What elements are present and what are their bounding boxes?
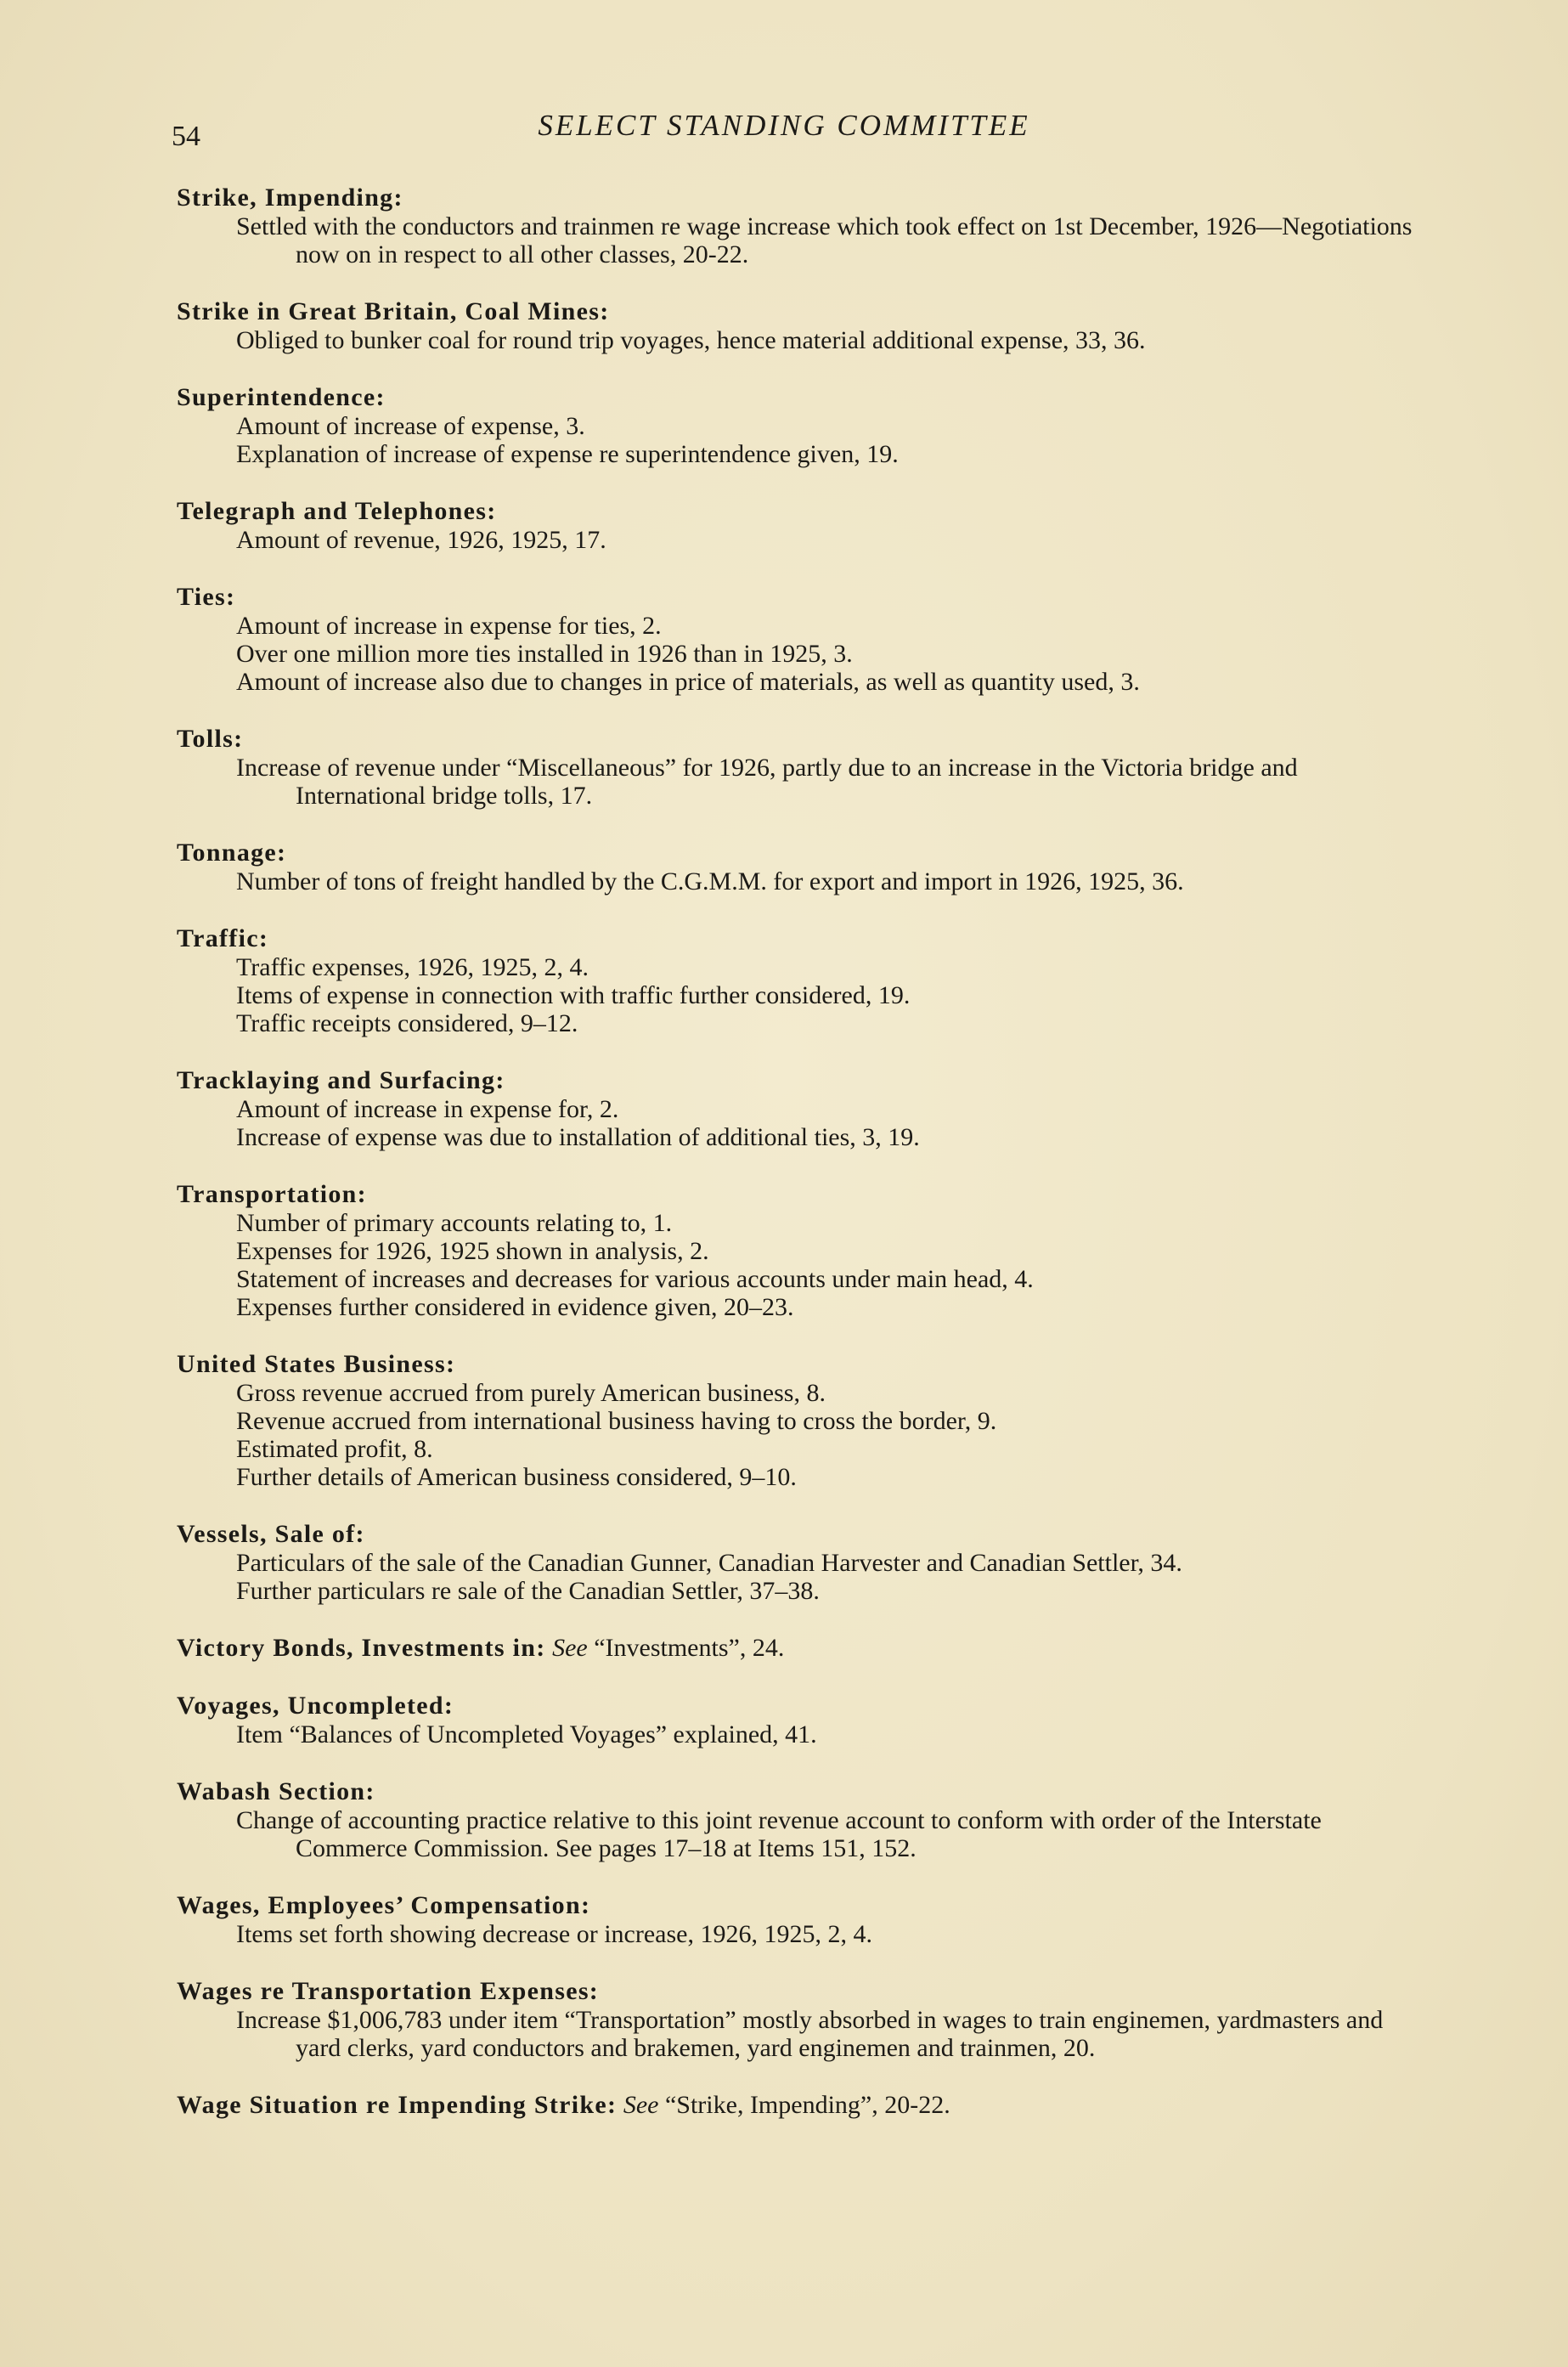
index-heading-text: Superintendence: bbox=[177, 383, 386, 411]
index-subentry: Further details of American business considered, 9–10. bbox=[236, 1463, 797, 1491]
index-heading bbox=[177, 2091, 1434, 2120]
index-subentry: Over one million more ties installed in 1926 than in 1925, 3. bbox=[236, 640, 853, 668]
index-subentry: Traffic expenses, 1926, 1925, 2, 4. bbox=[236, 953, 589, 981]
index-heading-text: Tolls: bbox=[177, 725, 244, 753]
index-subentry: Items set forth showing decrease or increase, 1926, 1925, 2, 4. bbox=[236, 1920, 872, 1948]
entry-spacer bbox=[177, 1605, 1434, 1634]
index-subentry: Increase of expense was due to installation of additional ties, 3, 19. bbox=[236, 1123, 920, 1151]
index-entry bbox=[177, 2091, 1434, 2120]
index-subentry: Amount of increase also due to changes in price of materials, as well as quantity used, 3. bbox=[236, 668, 1140, 696]
index-subentries bbox=[236, 326, 1434, 354]
index-heading bbox=[177, 1692, 1434, 1720]
index-heading-text: Strike in Great Britain, Coal Mines: bbox=[177, 297, 610, 325]
index-entry bbox=[177, 583, 1434, 696]
cross-reference bbox=[546, 1634, 785, 1662]
entry-spacer bbox=[177, 895, 1434, 924]
page-header bbox=[0, 109, 1568, 160]
index-entry bbox=[177, 383, 1434, 468]
index-entry bbox=[177, 297, 1434, 354]
entry-spacer bbox=[177, 1748, 1434, 1777]
index-entry bbox=[177, 839, 1434, 895]
entry-spacer bbox=[177, 268, 1434, 297]
index-heading bbox=[177, 184, 1434, 212]
index-subentries bbox=[236, 1209, 1434, 1321]
index-entry bbox=[177, 1066, 1434, 1151]
index-heading bbox=[177, 1977, 1434, 2006]
index-heading bbox=[177, 297, 1434, 326]
see-reference: “Investments”, 24. bbox=[594, 1634, 785, 1662]
index-entry bbox=[177, 725, 1434, 810]
index-heading-text: Telegraph and Telephones: bbox=[177, 497, 497, 525]
index-subentry: Revenue accrued from international business having to cross the border, 9. bbox=[236, 1407, 997, 1435]
index-subentries bbox=[236, 1095, 1434, 1151]
index-subentry: Obliged to bunker coal for round trip voyages, hence material additional expense, 33, 36. bbox=[236, 326, 1146, 354]
entry-spacer bbox=[177, 1491, 1434, 1520]
index-heading bbox=[177, 1066, 1434, 1095]
subject-index bbox=[177, 184, 1434, 2120]
index-entry bbox=[177, 497, 1434, 554]
index-heading bbox=[177, 1777, 1434, 1806]
index-entry bbox=[177, 1634, 1434, 1663]
entry-spacer bbox=[177, 354, 1434, 383]
index-subentries bbox=[236, 754, 1434, 810]
index-heading bbox=[177, 725, 1434, 754]
index-subentry: Amount of revenue, 1926, 1925, 17. bbox=[236, 526, 606, 554]
index-subentry: Expenses further considered in evidence given, 20–23. bbox=[236, 1293, 794, 1321]
index-subentry: Items of expense in connection with traffic further considered, 19. bbox=[236, 981, 911, 1009]
index-subentries bbox=[236, 412, 1434, 468]
index-heading-text: Tracklaying and Surfacing: bbox=[177, 1066, 505, 1094]
index-subentry: Particulars of the sale of the Canadian Gunner, Canadian Harvester and Canadian Settler, 34. bbox=[236, 1549, 1182, 1577]
index-subentries bbox=[236, 1549, 1434, 1605]
index-heading bbox=[177, 924, 1434, 953]
index-entry bbox=[177, 1977, 1434, 2062]
index-subentries bbox=[236, 953, 1434, 1037]
index-heading-text: Wage Situation re Impending Strike: bbox=[177, 2091, 618, 2119]
cross-reference bbox=[617, 2091, 950, 2119]
index-heading bbox=[177, 1891, 1434, 1920]
index-subentry: Amount of increase of expense, 3. bbox=[236, 412, 585, 440]
index-heading-text: Vessels, Sale of: bbox=[177, 1520, 365, 1548]
index-heading-text: Wages, Employees’ Compensation: bbox=[177, 1891, 591, 1919]
index-entry bbox=[177, 1891, 1434, 1948]
index-subentry: Item “Balances of Uncompleted Voyages” explained, 41. bbox=[236, 1720, 817, 1748]
index-subentry: Settled with the conductors and trainmen re wage increase which took effect on 1st December, 1926—Negotiations now on in respect to all other classes, 20-22. bbox=[236, 212, 1413, 268]
index-subentries bbox=[236, 1806, 1434, 1862]
index-heading bbox=[177, 1350, 1434, 1379]
index-subentry: Traffic receipts considered, 9–12. bbox=[236, 1009, 578, 1037]
index-heading-text: Strike, Impending: bbox=[177, 184, 403, 212]
entry-spacer bbox=[177, 1663, 1434, 1692]
index-heading-text: Victory Bonds, Investments in: bbox=[177, 1634, 546, 1662]
index-subentry: Explanation of increase of expense re superintendence given, 19. bbox=[236, 440, 899, 468]
index-heading bbox=[177, 1520, 1434, 1549]
index-subentries bbox=[236, 1379, 1434, 1491]
entry-spacer bbox=[177, 1948, 1434, 1977]
index-entry bbox=[177, 1692, 1434, 1748]
index-heading-text: Traffic: bbox=[177, 924, 269, 952]
entry-spacer bbox=[177, 1037, 1434, 1066]
index-subentry: Number of primary accounts relating to, 1. bbox=[236, 1209, 673, 1237]
index-subentry: Amount of increase in expense for, 2. bbox=[236, 1095, 619, 1123]
see-reference: “Strike, Impending”, 20-22. bbox=[664, 2091, 950, 2119]
index-heading bbox=[177, 1180, 1434, 1209]
index-subentry: Increase $1,006,783 under item “Transportation” mostly absorbed in wages to train enginemen, yardmasters and yard clerks, yard conductors and brakemen, yard enginemen and trainmen, 20. bbox=[236, 2006, 1384, 2062]
index-entry bbox=[177, 1350, 1434, 1491]
entry-spacer bbox=[177, 468, 1434, 497]
index-subentries bbox=[236, 212, 1434, 268]
entry-spacer bbox=[177, 1151, 1434, 1180]
index-heading bbox=[177, 1634, 1434, 1663]
index-heading bbox=[177, 497, 1434, 526]
entry-spacer bbox=[177, 2062, 1434, 2091]
index-heading bbox=[177, 839, 1434, 867]
index-entry bbox=[177, 1180, 1434, 1321]
running-title: SELECT STANDING COMMITTEE bbox=[538, 109, 1030, 142]
index-heading bbox=[177, 583, 1434, 612]
index-subentries bbox=[236, 1920, 1434, 1948]
index-subentry: Gross revenue accrued from purely American business, 8. bbox=[236, 1379, 826, 1407]
index-subentry: Change of accounting practice relative to this joint revenue account to conform with order of the Interstate Commerce Commission. See pages 17–18 at Items 151, 152. bbox=[236, 1806, 1322, 1862]
index-subentry: Statement of increases and decreases for various accounts under main head, 4. bbox=[236, 1265, 1034, 1293]
entry-spacer bbox=[177, 1862, 1434, 1891]
entry-spacer bbox=[177, 810, 1434, 839]
index-subentries bbox=[236, 1720, 1434, 1748]
entry-spacer bbox=[177, 696, 1434, 725]
index-entry bbox=[177, 184, 1434, 268]
index-heading bbox=[177, 383, 1434, 412]
see-label: See bbox=[552, 1634, 588, 1662]
index-subentry: Estimated profit, 8. bbox=[236, 1435, 433, 1463]
index-subentry: Increase of revenue under “Miscellaneous” for 1926, partly due to an increase in the Victoria bridge and International bridge tolls, 17. bbox=[236, 754, 1298, 810]
index-heading-text: Tonnage: bbox=[177, 839, 287, 867]
index-heading-text: Wages re Transportation Expenses: bbox=[177, 1977, 600, 2005]
entry-spacer bbox=[177, 1321, 1434, 1350]
index-entry bbox=[177, 1520, 1434, 1605]
index-heading-text: Wabash Section: bbox=[177, 1777, 375, 1805]
index-entry bbox=[177, 924, 1434, 1037]
entry-spacer bbox=[177, 554, 1434, 583]
index-subentry: Amount of increase in expense for ties, 2. bbox=[236, 612, 662, 640]
index-subentries bbox=[236, 2006, 1434, 2062]
index-subentry: Expenses for 1926, 1925 shown in analysis, 2. bbox=[236, 1237, 709, 1265]
index-subentry: Further particulars re sale of the Canadian Settler, 37–38. bbox=[236, 1577, 820, 1605]
index-heading-text: Voyages, Uncompleted: bbox=[177, 1692, 454, 1720]
page-number: 54 bbox=[172, 121, 200, 152]
see-label: See bbox=[623, 2091, 659, 2119]
index-subentries bbox=[236, 867, 1434, 895]
index-entry bbox=[177, 1777, 1434, 1862]
index-heading-text: Transportation: bbox=[177, 1180, 367, 1208]
index-subentries bbox=[236, 612, 1434, 696]
index-heading-text: United States Business: bbox=[177, 1350, 456, 1378]
index-subentries bbox=[236, 526, 1434, 554]
index-subentry: Number of tons of freight handled by the C.G.M.M. for export and import in 1926, 1925, 36. bbox=[236, 867, 1184, 895]
index-heading-text: Ties: bbox=[177, 583, 236, 611]
